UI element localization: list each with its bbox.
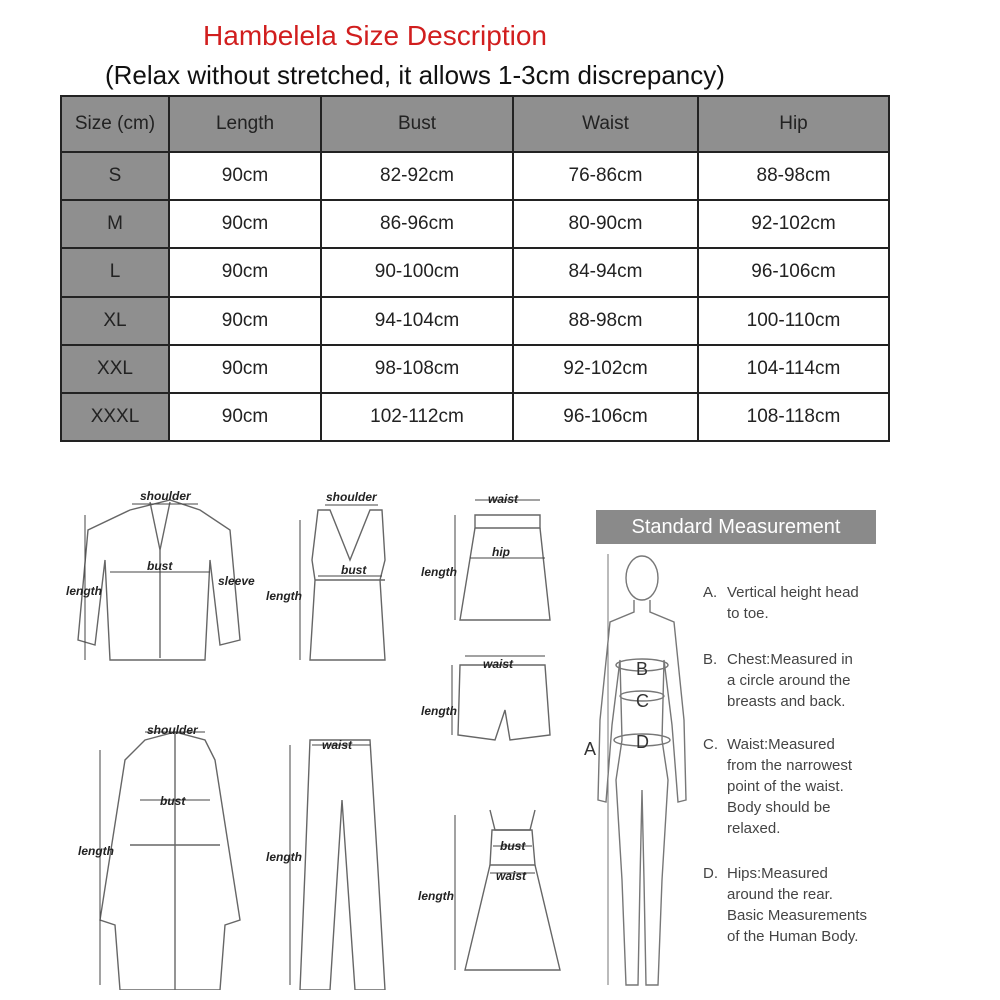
blouse-illustration	[78, 500, 240, 660]
column-header: Hip	[698, 96, 889, 152]
measure-line: Hips:Measured	[727, 865, 828, 882]
skirt-illustration	[460, 515, 550, 620]
length-label: length	[421, 565, 457, 579]
shoulder-label: shoulder	[140, 489, 191, 503]
measure-line: relaxed.	[727, 820, 781, 837]
measure-item-b	[703, 649, 853, 712]
column-header: Size (cm)	[61, 96, 169, 152]
size-cell: L	[61, 248, 169, 296]
measure-line: around the rear.	[727, 886, 833, 903]
table-row	[61, 345, 889, 393]
length-cell: 90cm	[169, 152, 321, 200]
standard-measurement-banner: Standard Measurement	[596, 510, 876, 544]
sleeve-label: sleeve	[218, 574, 255, 588]
waist-label: waist	[322, 738, 353, 752]
size-table	[60, 95, 890, 442]
figure-letter-c: C	[636, 691, 649, 711]
hip-cell: 104-114cm	[698, 345, 889, 393]
measure-line: Waist:Measured	[727, 736, 835, 753]
column-header: Length	[169, 96, 321, 152]
bust-label: bust	[341, 563, 367, 577]
length-cell: 90cm	[169, 297, 321, 345]
bust-cell: 90-100cm	[321, 248, 513, 296]
table-row	[61, 200, 889, 248]
length-cell: 90cm	[169, 248, 321, 296]
column-header: Bust	[321, 96, 513, 152]
waist-cell: 88-98cm	[513, 297, 698, 345]
measure-key: A.	[703, 584, 718, 601]
waist-cell: 92-102cm	[513, 345, 698, 393]
length-label: length	[421, 704, 457, 718]
pants-illustration	[300, 740, 385, 990]
measure-key: C.	[703, 736, 718, 753]
size-cell: XXL	[61, 345, 169, 393]
shoulder-label: shoulder	[147, 723, 198, 737]
table-header-row	[61, 96, 889, 152]
measure-line: breasts and back.	[727, 693, 846, 710]
length-label: length	[66, 584, 102, 598]
bust-label: bust	[160, 794, 186, 808]
measure-item-a	[703, 582, 859, 624]
page-subtitle: (Relax without stretched, it allows 1-3cm discrepancy)	[105, 60, 725, 90]
bust-cell: 94-104cm	[321, 297, 513, 345]
waist-cell: 80-90cm	[513, 200, 698, 248]
hip-cell: 92-102cm	[698, 200, 889, 248]
size-cell: S	[61, 152, 169, 200]
size-cell: XXXL	[61, 393, 169, 441]
length-cell: 90cm	[169, 345, 321, 393]
hip-cell: 96-106cm	[698, 248, 889, 296]
length-label: length	[266, 850, 302, 864]
hip-label: hip	[492, 545, 510, 559]
hip-cell: 88-98cm	[698, 152, 889, 200]
measure-line: of the Human Body.	[727, 928, 859, 945]
figure-letter-d: D	[636, 732, 649, 752]
hip-cell: 108-118cm	[698, 393, 889, 441]
bust-label: bust	[500, 839, 526, 853]
measure-line: to toe.	[727, 605, 769, 622]
waist-label: waist	[496, 869, 527, 883]
table-row	[61, 152, 889, 200]
measure-key: B.	[703, 651, 718, 668]
shoulder-label: shoulder	[326, 490, 377, 504]
table-row	[61, 297, 889, 345]
figure-letter-b: B	[636, 659, 649, 679]
bust-cell: 82-92cm	[321, 152, 513, 200]
waist-cell: 96-106cm	[513, 393, 698, 441]
measure-item-d	[703, 863, 867, 947]
measure-line: Body should be	[727, 799, 831, 816]
waist-cell: 84-94cm	[513, 248, 698, 296]
measure-line: from the narrowest	[727, 757, 853, 774]
measure-line: point of the waist.	[727, 778, 844, 795]
hip-cell: 100-110cm	[698, 297, 889, 345]
length-label: length	[418, 889, 454, 903]
coat-illustration	[100, 732, 240, 990]
dress-illustration	[465, 810, 560, 970]
length-cell: 90cm	[169, 200, 321, 248]
tank-illustration	[310, 510, 385, 660]
figure-letter-a: A	[584, 739, 597, 759]
measure-line: Chest:Measured in	[727, 651, 853, 668]
bust-cell: 86-96cm	[321, 200, 513, 248]
bust-cell: 98-108cm	[321, 345, 513, 393]
measure-item-c	[703, 734, 852, 839]
bust-cell: 102-112cm	[321, 393, 513, 441]
table-row	[61, 248, 889, 296]
garment-diagrams	[0, 470, 590, 990]
waist-label: waist	[483, 657, 514, 671]
measure-line: Vertical height head	[727, 584, 859, 601]
size-cell: XL	[61, 297, 169, 345]
table-row	[61, 393, 889, 441]
shorts-illustration	[458, 665, 550, 740]
page-title: Hambelela Size Description	[203, 20, 547, 51]
column-header: Waist	[513, 96, 698, 152]
measure-key: D.	[703, 865, 718, 882]
length-label: length	[266, 589, 302, 603]
length-cell: 90cm	[169, 393, 321, 441]
measure-line: a circle around the	[727, 672, 851, 689]
size-cell: M	[61, 200, 169, 248]
waist-cell: 76-86cm	[513, 152, 698, 200]
waist-label: waist	[488, 492, 519, 506]
measure-line: Basic Measurements	[727, 907, 868, 924]
body-figure	[570, 550, 700, 995]
bust-label: bust	[147, 559, 173, 573]
length-label: length	[78, 844, 114, 858]
